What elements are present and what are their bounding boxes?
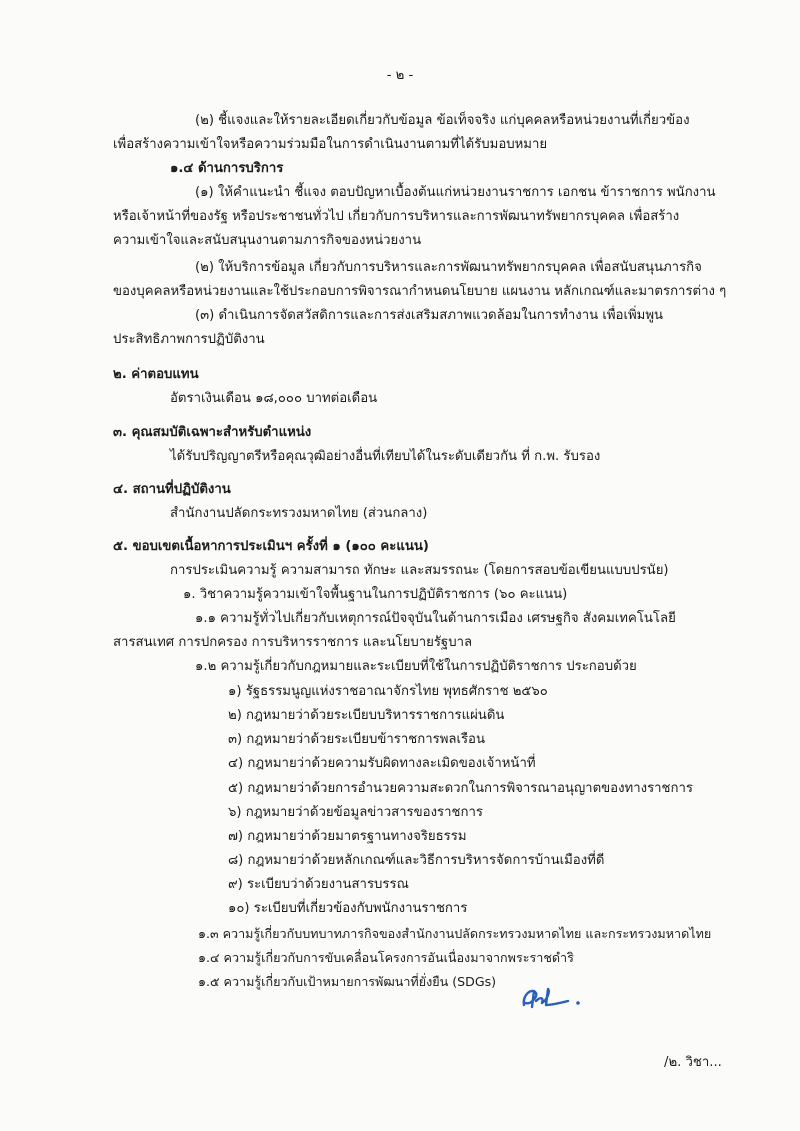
- section-1-3-item-2-line-2: เพื่อสร้างความเข้าใจหรือความร่วมมือในการดำเนินงานตามที่ได้รับมอบหมาย: [113, 137, 548, 152]
- section-1-4-heading: ๑.๔ ด้านการบริการ: [170, 161, 284, 176]
- item-1-2: ๑.๒ ความรู้เกี่ยวกับกฎหมายและระเบียบที่ใช้ในการปฏิบัติราชการ ประกอบด้วย: [195, 659, 637, 674]
- law-item: ๘) กฎหมายว่าด้วยหลักเกณฑ์และวิธีการบริหารจัดการบ้านเมืองที่ดี: [228, 853, 605, 868]
- law-item: ๗) กฎหมายว่าด้วยมาตรฐานทางจริยธรรม: [228, 829, 467, 844]
- law-item: ๒) กฎหมายว่าด้วยระเบียบบริหารราชการแผ่นดิน: [228, 708, 505, 723]
- law-item: ๔) กฎหมายว่าด้วยความรับผิดทางละเมิดของเจ้าหน้าที่: [228, 756, 536, 771]
- section-3-heading: ๓. คุณสมบัติเฉพาะสำหรับตำแหน่ง: [113, 425, 312, 440]
- signature-scribble: [518, 983, 598, 1013]
- item-1-5: ๑.๕ ความรู้เกี่ยวกับเป้าหมายการพัฒนาที่ยั่งยืน (SDGs): [198, 974, 497, 989]
- section-1-4-item-3-line-1: (๓) ดำเนินการจัดสวัสดิการและการส่งเสริมสภาพแวดล้อมในการทำงาน เพื่อเพิ่มพูน: [195, 308, 664, 323]
- section-2-heading: ๒. ค่าตอบแทน: [113, 367, 199, 382]
- section-1-4-item-2-line-2: ของบุคคลหรือหน่วยงานและใช้ประกอบการพิจารณากำหนดนโยบาย แผนงาน หลักเกณฑ์และมาตรการต่าง ๆ: [113, 284, 727, 299]
- section-4-body: สำนักงานปลัดกระทรวงมหาดไทย (ส่วนกลาง): [170, 506, 428, 521]
- item-1-1-line-1: ๑.๑ ความรู้ทั่วไปเกี่ยวกับเหตุการณ์ปัจจุบันในด้านการเมือง เศรษฐกิจ สังคมเทคโนโลยี: [195, 611, 676, 626]
- section-1-3-item-2-line-1: (๒) ชี้แจงและให้รายละเอียดเกี่ยวกับข้อมูล ข้อเท็จจริง แก่บุคคลหรือหน่วยงานที่เกี่ยวข้อง: [195, 113, 690, 128]
- law-item: ๑๐) ระเบียบที่เกี่ยวข้องกับพนักงานราชการ: [228, 901, 468, 916]
- item-1-3: ๑.๓ ความรู้เกี่ยวกับบทบาทภารกิจของสำนักงานปลัดกระทรวงมหาดไทย และกระทรวงมหาดไทย: [198, 926, 712, 941]
- subject-1-title: ๑. วิชาความรู้ความเข้าใจพื้นฐานในการปฏิบัติราชการ (๖๐ คะแนน): [183, 587, 568, 602]
- section-1-4-item-2-line-1: (๒) ให้บริการข้อมูล เกี่ยวกับการบริหารและการพัฒนาทรัพยากรบุคคล เพื่อสนับสนุนภารกิจ: [195, 260, 702, 275]
- section-5-heading: ๕. ขอบเขตเนื้อหาการประเมินฯ ครั้งที่ ๑ (๑๐๐ คะแนน): [113, 539, 429, 554]
- law-item: ๖) กฎหมายว่าด้วยข้อมูลข่าวสารของราชการ: [228, 805, 483, 820]
- item-1-1-line-2: สารสนเทศ การปกครอง การบริหารราชการ และนโยบายรัฐบาล: [113, 635, 473, 650]
- page-number: - ๒ -: [386, 68, 414, 83]
- section-1-4-item-1-line-2: หรือเจ้าหน้าที่ของรัฐ หรือประชาชนทั่วไป เกี่ยวกับการบริหารและการพัฒนาทรัพยากรบุคคล เพื่อสร้าง: [113, 209, 680, 224]
- section-1-4-item-1-line-3: ความเข้าใจและสนับสนุนงานตามภารกิจของหน่วยงาน: [113, 233, 422, 248]
- item-1-4: ๑.๔ ความรู้เกี่ยวกับการขับเคลื่อนโครงการอันเนื่องมาจากพระราชดำริ: [198, 950, 574, 965]
- section-3-body: ได้รับปริญญาตรีหรือคุณวุฒิอย่างอื่นที่เทียบได้ในระดับเดียวกัน ที่ ก.พ. รับรอง: [170, 449, 601, 464]
- law-item: ๑) รัฐธรรมนูญแห่งราชอาณาจักรไทย พุทธศักราช ๒๕๖๐: [228, 684, 548, 699]
- section-2-body: อัตราเงินเดือน ๑๘,๐๐๐ บาทต่อเดือน: [170, 391, 378, 406]
- section-1-4-item-1-line-1: (๑) ให้คำแนะนำ ชี้แจง ตอบปัญหาเบื้องต้นแก่หน่วยงานราชการ เอกชน ข้าราชการ พนักงาน: [195, 185, 716, 200]
- law-item: ๕) กฎหมายว่าด้วยการอำนวยความสะดวกในการพิจารณาอนุญาตของทางราชการ: [228, 781, 693, 796]
- section-1-4-item-3-line-2: ประสิทธิภาพการปฏิบัติงาน: [113, 332, 265, 347]
- section-5-intro: การประเมินความรู้ ความสามารถ ทักษะ และสมรรถนะ (โดยการสอบข้อเขียนแบบปรนัย): [170, 563, 669, 578]
- law-item: ๙) ระเบียบว่าด้วยงานสารบรรณ: [228, 877, 409, 892]
- section-4-heading: ๔. สถานที่ปฏิบัติงาน: [113, 482, 231, 497]
- continuation-reference: /๒. วิชา...: [664, 1055, 722, 1070]
- law-item: ๓) กฎหมายว่าด้วยระเบียบข้าราชการพลเรือน: [228, 732, 485, 747]
